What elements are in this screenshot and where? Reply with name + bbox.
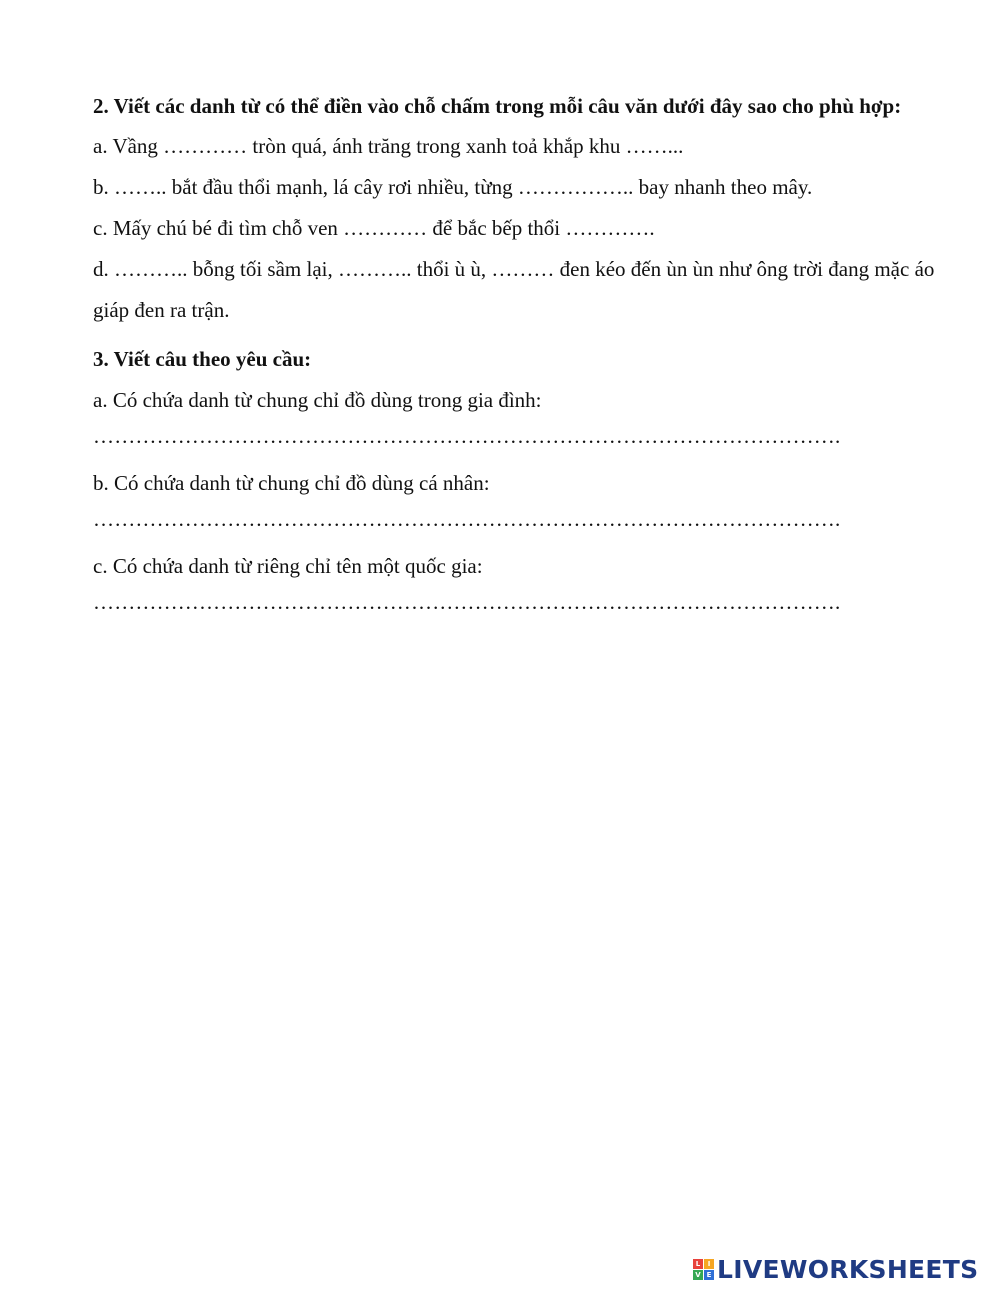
liveworksheets-logo: [693, 1254, 978, 1284]
logo-block-e: E: [704, 1270, 714, 1280]
logo-block-v: V: [693, 1270, 703, 1280]
section-2-item-c: c. Mấy chú bé đi tìm chỗ ven ………… để bắc bếp thổi ………….: [93, 216, 655, 240]
section-2-item-a: a. Vầng ………… tròn quá, ánh trăng trong xanh toả khắp khu ……...: [93, 134, 684, 158]
logo-text: LIVEWORKSHEETS: [717, 1254, 979, 1284]
logo-blocks-icon: [693, 1259, 714, 1280]
section-2-item-d: d. ……….. bỗng tối sầm lại, ……….. thổi ù ù, ……… đen kéo đến ùn ùn như ông trời đang mặc áo giáp đen ra trận.: [93, 257, 935, 322]
section-3-task-c-answer-line[interactable]: …………………………………………………………………………………………….: [93, 590, 841, 614]
section-3-task-a-answer-line[interactable]: …………………………………………………………………………………………….: [93, 424, 841, 448]
section-3-task-b-prompt: b. Có chứa danh từ chung chỉ đồ dùng cá nhân:: [93, 471, 490, 495]
logo-block-i: I: [704, 1259, 714, 1269]
section-3-task-b-answer-line[interactable]: …………………………………………………………………………………………….: [93, 507, 841, 531]
section-2-item-b: b. …….. bắt đầu thổi mạnh, lá cây rơi nhiều, từng …………….. bay nhanh theo mây.: [93, 175, 813, 199]
worksheet-page: [93, 92, 938, 635]
section-3-heading: 3. Viết câu theo yêu cầu:: [93, 347, 312, 371]
section-3-task-c-prompt: c. Có chứa danh từ riêng chỉ tên một quốc gia:: [93, 554, 483, 578]
logo-block-l: L: [693, 1259, 703, 1269]
section-3-task-a-prompt: a. Có chứa danh từ chung chỉ đồ dùng trong gia đình:: [93, 388, 542, 412]
section-2-heading: 2. Viết các danh từ có thể điền vào chỗ chấm trong mỗi câu văn dưới đây sao cho phù hợp:: [93, 94, 902, 118]
